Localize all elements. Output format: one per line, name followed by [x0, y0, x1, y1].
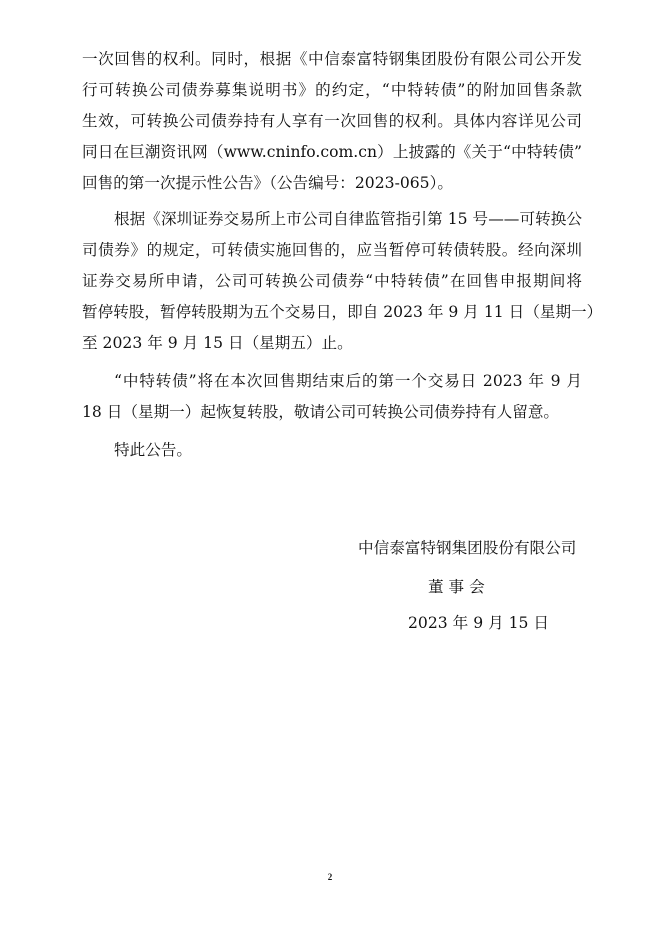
signature-date: 2023 年 9 月 15 日 [408, 614, 550, 632]
paragraph-line: 同日在巨潮资讯网（www.cninfo.com.cn）上披露的《关于“中特转债” [82, 143, 582, 161]
paragraph-line: 根据《深圳证券交易所上市公司自律监管指引第 15 号——可转换公 [114, 210, 582, 228]
closing-statement: 特此公告。 [114, 441, 192, 459]
paragraph-line: 生效，可转换公司债券持有人享有一次回售的权利。具体内容详见公司 [82, 112, 582, 130]
signature-company: 中信泰富特钢集团股份有限公司 [358, 539, 577, 557]
signature-board: 董 事 会 [428, 578, 485, 596]
paragraph-line: 回售的第一次提示性公告》（公告编号：2023-065）。 [82, 174, 453, 192]
paragraph-line: 至 2023 年 9 月 15 日（星期五）止。 [82, 334, 353, 352]
page-number: 2 [327, 872, 333, 882]
paragraph-line: “中特转债”将在本次回售期结束后的第一个交易日 2023 年 9 月 [114, 372, 582, 390]
paragraph-line: 司债券》的规定，可转债实施回售的，应当暂停可转债转股。经向深圳 [82, 241, 582, 259]
paragraph-line: 暂停转股，暂停转股期为五个交易日，即自 2023 年 9 月 11 日（星期一） [82, 303, 603, 321]
paragraph-line: 行可转换公司债券募集说明书》的约定，“中特转债”的附加回售条款 [82, 81, 582, 99]
paragraph-line: 证券交易所申请，公司可转换公司债券“中特转债”在回售申报期间将 [82, 272, 582, 290]
paragraph-line: 18 日（星期一）起恢复转股，敬请公司可转换公司债券持有人留意。 [82, 403, 560, 421]
paragraph-line: 一次回售的权利。同时，根据《中信泰富特钢集团股份有限公司公开发 [82, 50, 582, 68]
